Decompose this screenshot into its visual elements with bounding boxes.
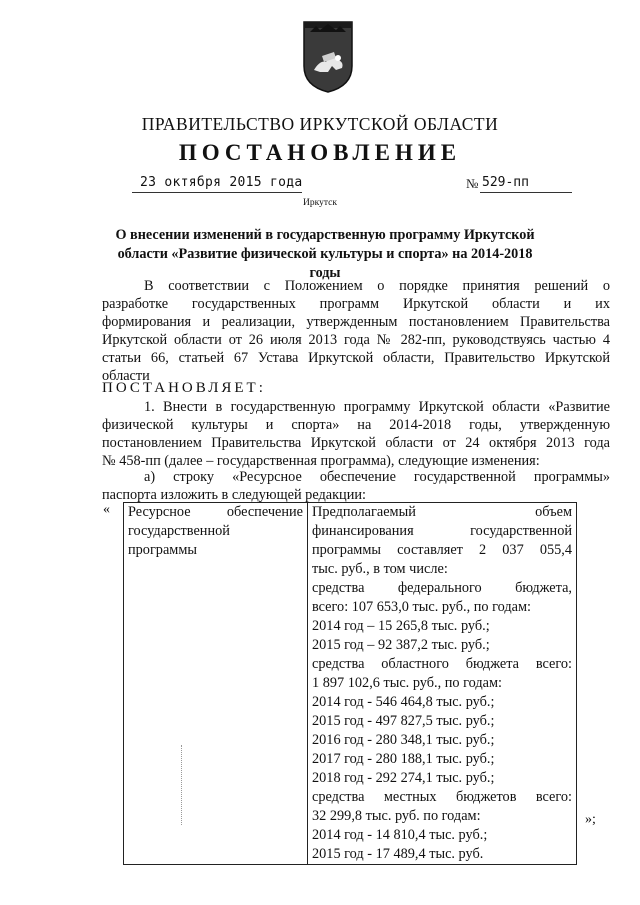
value-line: 2014 год - 14 810,4 тыс. руб.; bbox=[312, 827, 488, 843]
value-line: 2014 год - 546 464,8 тыс. руб.; bbox=[312, 694, 495, 710]
opening-quote: « bbox=[103, 502, 110, 517]
value-line: средства областного бюджета всего: bbox=[312, 656, 572, 672]
value-line: 32 299,8 тыс. руб. по годам: bbox=[312, 808, 481, 824]
item-1-line: постановлением Правительства Иркутской области от 24 октября 2013 года bbox=[102, 435, 610, 451]
value-line: средства федерального бюджета, bbox=[312, 580, 572, 596]
item-1-line: физической культуры и спорта» на 2014-2018 годы, утвержденную bbox=[102, 417, 610, 433]
preamble-line: Иркутской области от 26 июля 2013 года № 282-пп, руководствуясь частью 4 bbox=[102, 332, 610, 348]
resource-table bbox=[123, 502, 577, 865]
decree-number: 529-пп bbox=[482, 175, 529, 190]
item-1a-line: паспорта изложить в следующей редакции: bbox=[102, 487, 366, 503]
decree-subject bbox=[110, 226, 540, 283]
preamble-line: области bbox=[102, 368, 150, 384]
number-underline bbox=[480, 192, 572, 193]
value-line: 2015 год – 92 387,2 тыс. руб.; bbox=[312, 637, 490, 653]
value-line: 2014 год – 15 265,8 тыс. руб.; bbox=[312, 618, 490, 634]
value-line: программы составляет 2 037 055,4 bbox=[312, 542, 572, 558]
item-1a-line: а) строку «Ресурсное обеспечение государственной программы» bbox=[144, 469, 610, 485]
date-underline bbox=[132, 192, 302, 193]
table-cell-value bbox=[308, 503, 577, 865]
decree-date: 23 октября 2015 года bbox=[140, 175, 303, 190]
subject-line: области «Развитие физической культуры и спорта» на 2014-2018 годы bbox=[117, 246, 533, 281]
value-line: 1 897 102,6 тыс. руб., по годам: bbox=[312, 675, 503, 691]
city: Иркутск bbox=[303, 198, 337, 208]
preamble-line: В соответствии с Положением о порядке принятия решений о bbox=[144, 278, 610, 294]
resolves-heading: ПОСТАНОВЛЯЕТ: bbox=[102, 380, 266, 396]
coat-of-arms-emblem bbox=[300, 16, 356, 94]
item-1a-paragraph bbox=[102, 468, 610, 504]
value-line: финансирования государственной bbox=[312, 523, 572, 539]
preamble-line: разработке государственных программ Иркутской области и их bbox=[102, 296, 610, 312]
value-line: Предполагаемый объем bbox=[312, 504, 572, 520]
table-cell-label bbox=[124, 503, 308, 865]
item-1-line: № 458-пп (далее – государственная программа), следующие изменения: bbox=[102, 453, 540, 469]
preamble-paragraph bbox=[102, 277, 610, 385]
item-1-line: 1. Внести в государственную программу Иркутской области «Развитие bbox=[144, 399, 610, 415]
value-line: всего: 107 653,0 тыс. руб., по годам: bbox=[312, 599, 532, 615]
document-type: ПОСТАНОВЛЕНИЕ bbox=[178, 140, 462, 165]
label-line: государственной bbox=[128, 523, 230, 539]
number-label: № bbox=[466, 176, 479, 191]
value-line: 2018 год - 292 274,1 тыс. руб.; bbox=[312, 770, 495, 786]
table-row bbox=[124, 503, 577, 865]
item-1-paragraph bbox=[102, 398, 610, 470]
preamble-line: формирования и реализации, утвержденным постановлением Правительства bbox=[102, 314, 610, 330]
label-line: программы bbox=[128, 542, 198, 558]
closing-quote: »; bbox=[585, 812, 596, 827]
subject-line: О внесении изменений в государственную программу Иркутской bbox=[115, 227, 535, 243]
scan-margin-mark bbox=[181, 745, 183, 825]
value-line: 2016 год - 280 348,1 тыс. руб.; bbox=[312, 732, 495, 748]
label-line: Ресурсное обеспечение bbox=[128, 504, 303, 520]
preamble-line: статьи 66, статьей 67 Устава Иркутской области, Правительство Иркутской bbox=[102, 350, 610, 366]
value-line: 2015 год - 497 827,5 тыс. руб.; bbox=[312, 713, 495, 729]
value-line: 2017 год - 280 188,1 тыс. руб.; bbox=[312, 751, 495, 767]
value-line: тыс. руб., в том числе: bbox=[312, 561, 448, 577]
value-line: 2015 год - 17 489,4 тыс. руб. bbox=[312, 846, 484, 862]
value-line: средства местных бюджетов всего: bbox=[312, 789, 572, 805]
government-title: ПРАВИТЕЛЬСТВО ИРКУТСКОЙ ОБЛАСТИ bbox=[141, 114, 499, 134]
